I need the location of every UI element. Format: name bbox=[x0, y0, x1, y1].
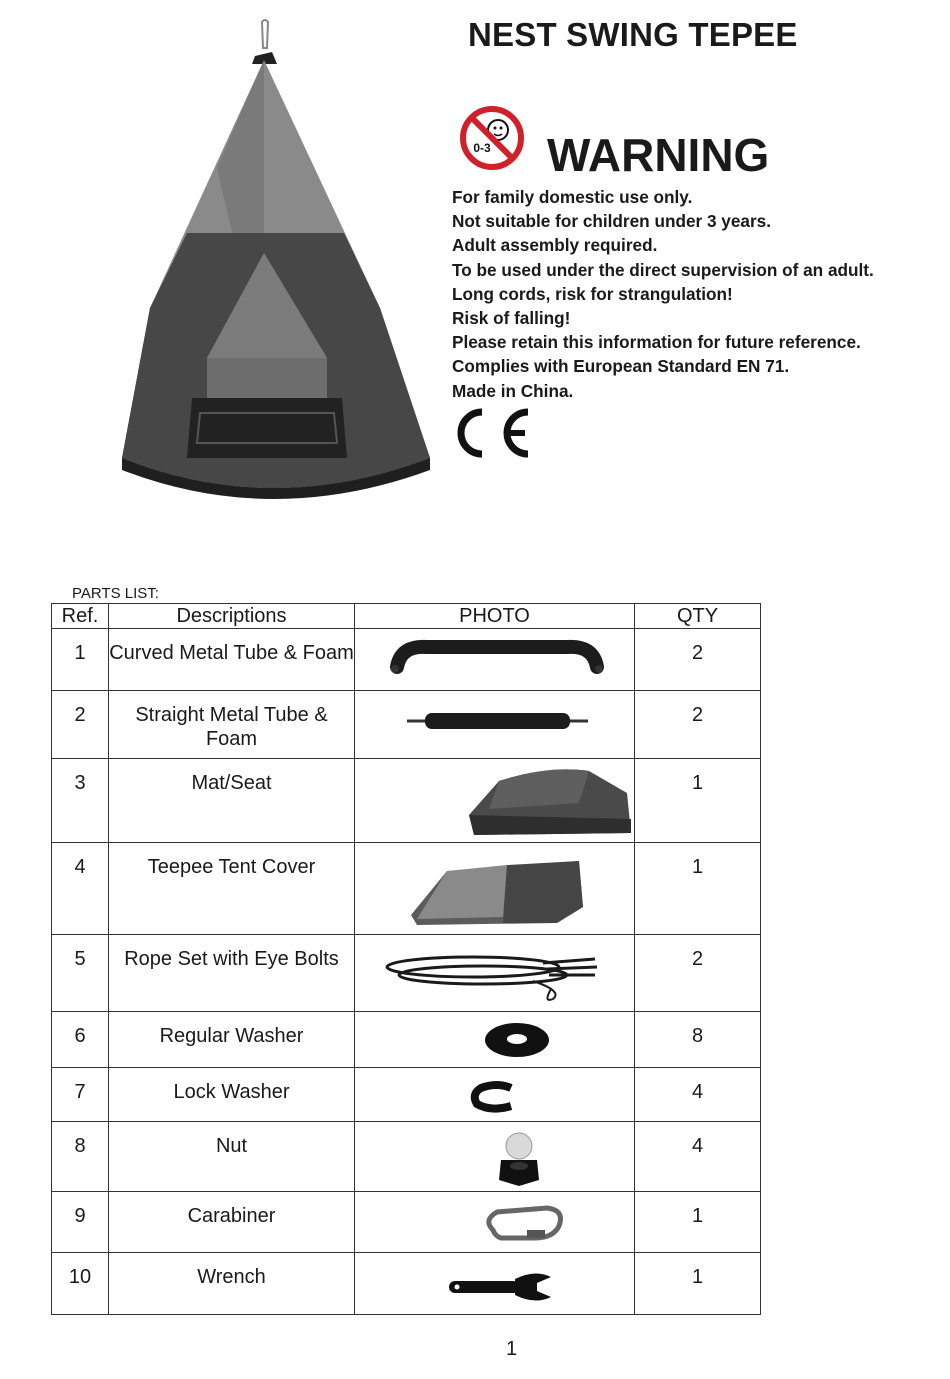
part-photo bbox=[355, 935, 635, 1012]
part-description: Teepee Tent Cover bbox=[109, 843, 355, 935]
part-description: Rope Set with Eye Bolts bbox=[109, 935, 355, 1012]
part-qty: 4 bbox=[635, 1122, 761, 1192]
part-description: Mat/Seat bbox=[109, 759, 355, 843]
part-qty: 1 bbox=[635, 843, 761, 935]
part-ref: 1 bbox=[52, 629, 109, 691]
part-ref: 6 bbox=[52, 1012, 109, 1068]
part-photo bbox=[355, 759, 635, 843]
table-row bbox=[52, 935, 761, 1012]
part-photo bbox=[355, 1068, 635, 1122]
parts-list-label: PARTS LIST: bbox=[72, 585, 159, 602]
part-description: Nut bbox=[109, 1122, 355, 1192]
nest-swing-tepee-photo bbox=[112, 18, 442, 500]
rope-set-photo bbox=[383, 945, 603, 1005]
warning-line: Made in China. bbox=[452, 380, 574, 401]
part-photo bbox=[355, 1012, 635, 1068]
table-row bbox=[52, 691, 761, 759]
part-description: Curved Metal Tube & Foam bbox=[109, 629, 355, 691]
part-ref: 3 bbox=[52, 759, 109, 843]
not-for-under-3-icon bbox=[458, 104, 526, 172]
part-photo bbox=[355, 1192, 635, 1253]
part-photo bbox=[355, 691, 635, 759]
part-qty: 2 bbox=[635, 629, 761, 691]
table-row bbox=[52, 759, 761, 843]
part-qty: 1 bbox=[635, 759, 761, 843]
table-row bbox=[52, 1012, 761, 1068]
part-qty: 8 bbox=[635, 1012, 761, 1068]
parts-table bbox=[51, 603, 761, 1315]
header-qty: QTY bbox=[635, 604, 761, 629]
wrench-photo bbox=[445, 1269, 555, 1303]
tent-cover-photo bbox=[407, 857, 587, 929]
nut-photo bbox=[495, 1130, 543, 1188]
part-ref: 7 bbox=[52, 1068, 109, 1122]
part-description: Wrench bbox=[109, 1253, 355, 1315]
part-description: Lock Washer bbox=[109, 1068, 355, 1122]
warning-line: Adult assembly required. bbox=[452, 235, 658, 256]
part-photo bbox=[355, 843, 635, 935]
warning-line: Long cords, risk for strangulation! bbox=[452, 283, 733, 304]
table-row bbox=[52, 1192, 761, 1253]
table-row bbox=[52, 629, 761, 691]
part-description: Carabiner bbox=[109, 1192, 355, 1253]
table-row bbox=[52, 1068, 761, 1122]
part-ref: 4 bbox=[52, 843, 109, 935]
warning-line: To be used under the direct supervision of an adult. bbox=[452, 259, 874, 280]
age-icon-label: 0-3 bbox=[473, 141, 491, 155]
page-title: NEST SWING TEPEE bbox=[468, 16, 798, 53]
table-row bbox=[52, 843, 761, 935]
part-ref: 9 bbox=[52, 1192, 109, 1253]
warning-text bbox=[452, 185, 932, 403]
ce-mark-icon bbox=[452, 404, 534, 462]
warning-line: Not suitable for children under 3 years. bbox=[452, 211, 772, 232]
part-qty: 1 bbox=[635, 1253, 761, 1315]
part-ref: 10 bbox=[52, 1253, 109, 1315]
lock-washer-photo bbox=[467, 1080, 527, 1114]
part-photo bbox=[355, 1253, 635, 1315]
part-photo bbox=[355, 1122, 635, 1192]
part-qty: 2 bbox=[635, 935, 761, 1012]
curved-tube-photo bbox=[387, 639, 607, 679]
table-row bbox=[52, 1122, 761, 1192]
part-qty: 2 bbox=[635, 691, 761, 759]
part-photo bbox=[355, 629, 635, 691]
carabiner-photo bbox=[479, 1202, 569, 1244]
header-descriptions: Descriptions bbox=[109, 604, 355, 629]
part-description: Straight Metal Tube & Foam bbox=[109, 691, 355, 759]
part-qty: 1 bbox=[635, 1192, 761, 1253]
part-ref: 8 bbox=[52, 1122, 109, 1192]
table-row bbox=[52, 1253, 761, 1315]
warning-line: Complies with European Standard EN 71. bbox=[452, 356, 790, 377]
header-photo: PHOTO bbox=[355, 604, 635, 629]
page-number: 1 bbox=[506, 1338, 518, 1360]
part-qty: 4 bbox=[635, 1068, 761, 1122]
mat-seat-photo bbox=[459, 763, 634, 839]
warning-line: For family domestic use only. bbox=[452, 187, 693, 207]
header-ref: Ref. bbox=[52, 604, 109, 629]
parts-table-header bbox=[52, 604, 761, 629]
regular-washer-photo bbox=[481, 1020, 553, 1060]
straight-tube-photo bbox=[405, 709, 590, 733]
part-description: Regular Washer bbox=[109, 1012, 355, 1068]
warning-line: Risk of falling! bbox=[452, 308, 571, 329]
warning-line: Please retain this information for future reference. bbox=[452, 332, 861, 353]
warning-heading: WARNING bbox=[547, 129, 770, 181]
part-ref: 2 bbox=[52, 691, 109, 759]
part-ref: 5 bbox=[52, 935, 109, 1012]
